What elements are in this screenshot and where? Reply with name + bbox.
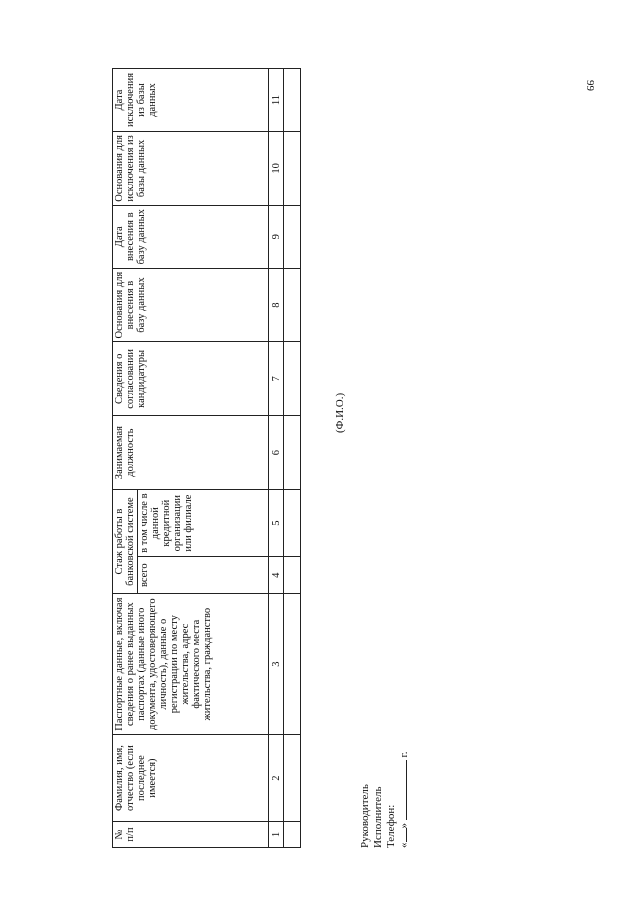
fio-label: (Ф.И.О.) xyxy=(334,392,346,433)
col-num: 7 xyxy=(269,342,284,416)
table-cell[interactable] xyxy=(284,268,301,342)
phone-label: Телефон: xyxy=(385,804,397,848)
month-year-blank[interactable] xyxy=(398,760,407,820)
col-num: 5 xyxy=(269,490,284,557)
col-num: 4 xyxy=(269,557,284,594)
header-date-in: Дата внесения в базу данных xyxy=(113,205,269,268)
signature-block xyxy=(359,751,411,848)
header-basis-in: Основания для внесения в базу данных xyxy=(113,268,269,342)
head-label: Руководитель xyxy=(359,784,371,848)
col-num: 8 xyxy=(269,268,284,342)
table-header-row xyxy=(113,69,138,848)
column-number-row xyxy=(269,69,284,848)
table-cell[interactable] xyxy=(284,205,301,268)
table-cell[interactable] xyxy=(284,69,301,132)
header-fio: Фамилия, имя, отчество (если последнее имеется) xyxy=(113,735,269,822)
col-num: 3 xyxy=(269,594,284,735)
date-close-quote: » xyxy=(398,823,410,829)
col-num: 9 xyxy=(269,205,284,268)
table-cell[interactable] xyxy=(284,416,301,490)
col-num: 2 xyxy=(269,735,284,822)
day-blank[interactable] xyxy=(398,829,407,843)
header-basis-out: Основания для исключения из базы данных xyxy=(113,132,269,206)
year-suffix: г. xyxy=(398,751,410,758)
table-cell[interactable] xyxy=(284,735,301,822)
header-date-out: Дата исключения из базы данных xyxy=(113,69,269,132)
col-num: 11 xyxy=(269,69,284,132)
header-experience: Стаж работы в банковской системе xyxy=(113,490,138,594)
col-num: 1 xyxy=(269,821,284,847)
table-cell[interactable] xyxy=(284,557,301,594)
table-row xyxy=(284,69,301,848)
page-number: 99 xyxy=(584,80,596,91)
rotated-content xyxy=(112,68,410,848)
col-num: 10 xyxy=(269,132,284,206)
executor-label: Исполнитель xyxy=(372,786,384,848)
header-passport: Паспортные данные, включая сведения о ранее выданных паспортах (данные иного документа, удостоверяющего личность), данные о регистрации по месту жительства, адрес фактического места жительства, гражданство xyxy=(113,594,269,735)
header-exp-total: всего xyxy=(138,557,269,594)
header-approval: Сведения о согласовании кандидатуры xyxy=(113,342,269,416)
database-table xyxy=(112,68,301,848)
table-cell[interactable] xyxy=(284,342,301,416)
header-position: Занимаемая должность xyxy=(113,416,269,490)
table-cell[interactable] xyxy=(284,132,301,206)
table-cell[interactable] xyxy=(284,490,301,557)
table-cell[interactable] xyxy=(284,594,301,735)
header-exp-in-org: в том числе в данной кредитной организации или филиале xyxy=(138,490,269,557)
date-line xyxy=(398,751,411,848)
col-num: 6 xyxy=(269,416,284,490)
header-num: № п/п xyxy=(113,821,269,847)
date-open-quote: « xyxy=(398,842,410,848)
table-cell[interactable] xyxy=(284,821,301,847)
